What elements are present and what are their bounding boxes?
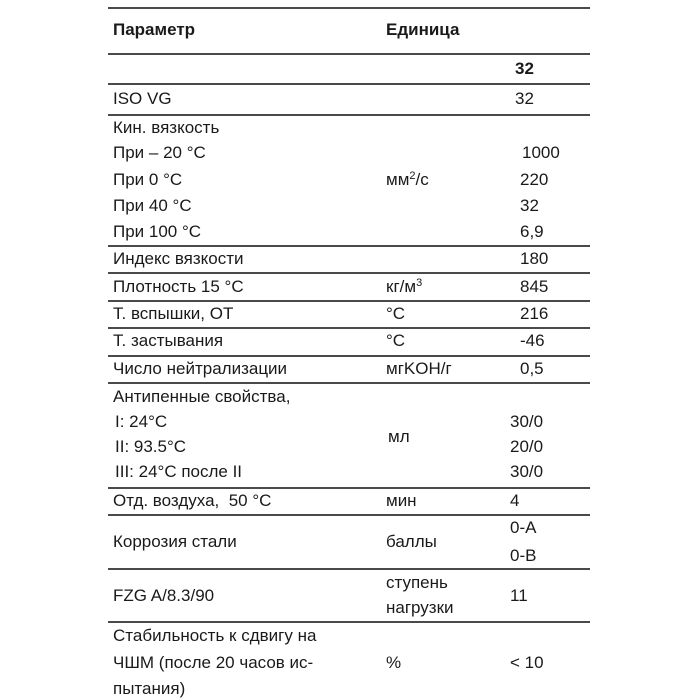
kin-param: При 0 °C (113, 170, 183, 189)
table-rule (108, 300, 590, 302)
table-rule (108, 382, 590, 384)
table-rule (108, 568, 590, 570)
fzg-unit-line: нагрузки (386, 598, 454, 617)
table-rule (108, 487, 590, 489)
table-rule (108, 245, 590, 247)
table-rule (108, 621, 590, 623)
density-param: Плотность 15 °C (113, 277, 244, 296)
air-unit: мин (386, 491, 417, 510)
kin-param: При 40 °C (113, 196, 192, 215)
foam-value: 20/0 (510, 437, 544, 456)
foam-value: 30/0 (510, 462, 544, 481)
flash-unit: °C (386, 304, 406, 323)
tan-value: 0,5 (520, 359, 544, 378)
density-unit-sup: 3 (416, 277, 423, 289)
kin-unit-base: мм (386, 170, 410, 189)
iso-value: 32 (515, 89, 534, 108)
header-unit: Единица (386, 20, 460, 39)
foam-param: I: 24°C (115, 412, 168, 431)
pour-param: Т. застывания (113, 331, 224, 350)
kin-title: Кин. вязкость (113, 118, 220, 137)
fzg-value: 11 (510, 586, 528, 605)
vi-param: Индекс вязкости (113, 249, 244, 268)
shear-param-line: Стабильность к сдвигу на (113, 626, 317, 645)
pour-value: -46 (520, 331, 545, 350)
kin-unit-sup: 2 (409, 170, 416, 182)
corrosion-value: 0-A (510, 518, 537, 537)
density-unit (386, 277, 422, 299)
kin-unit-tail: /с (415, 170, 429, 189)
table-rule-top (108, 7, 590, 9)
table-rule (108, 53, 590, 55)
kin-value: 220 (520, 170, 549, 189)
corrosion-param: Коррозия стали (113, 532, 237, 551)
header-param: Параметр (113, 20, 196, 39)
kin-unit (386, 170, 429, 192)
kin-value: 6,9 (520, 222, 544, 241)
iso-param: ISO VG (113, 89, 172, 108)
corrosion-value: 0-B (510, 546, 537, 565)
table-rule (108, 327, 590, 329)
density-value: 845 (520, 277, 549, 296)
header-grade: 32 (515, 59, 534, 78)
corrosion-unit: баллы (386, 532, 437, 551)
foam-unit: мл (388, 427, 410, 446)
shear-param-line: пытания) (113, 679, 186, 698)
table-rule (108, 114, 590, 116)
kin-value: 32 (520, 196, 539, 215)
shear-unit: % (386, 653, 402, 672)
shear-value: < 10 (510, 653, 544, 672)
kin-param: При 100 °C (113, 222, 202, 241)
flash-param: Т. вспышки, ОТ (113, 304, 234, 323)
table-rule (108, 514, 590, 516)
fzg-param: FZG A/8.3/90 (113, 586, 215, 605)
fzg-unit-line: ступень (386, 573, 448, 592)
air-value: 4 (510, 491, 520, 510)
kin-param: При – 20 °C (113, 143, 206, 162)
table-rule (108, 272, 590, 274)
foam-title: Антипенные свойства, (113, 387, 291, 406)
tan-param: Число нейтрализации (113, 359, 288, 378)
pour-unit: °C (386, 331, 406, 350)
foam-value: 30/0 (510, 412, 544, 431)
kin-value: 1000 (522, 143, 560, 162)
vi-value: 180 (520, 249, 549, 268)
density-unit-base: кг/м (386, 277, 417, 296)
foam-param: III: 24°C после II (115, 462, 243, 481)
flash-value: 216 (520, 304, 549, 323)
air-param: Отд. воздуха, 50 °C (113, 491, 272, 510)
shear-param-line: ЧШМ (после 20 часов ис- (113, 653, 314, 672)
tan-unit: мгKOH/г (386, 359, 452, 378)
table-rule (108, 355, 590, 357)
table-rule (108, 83, 590, 85)
foam-param: II: 93.5°C (115, 437, 187, 456)
